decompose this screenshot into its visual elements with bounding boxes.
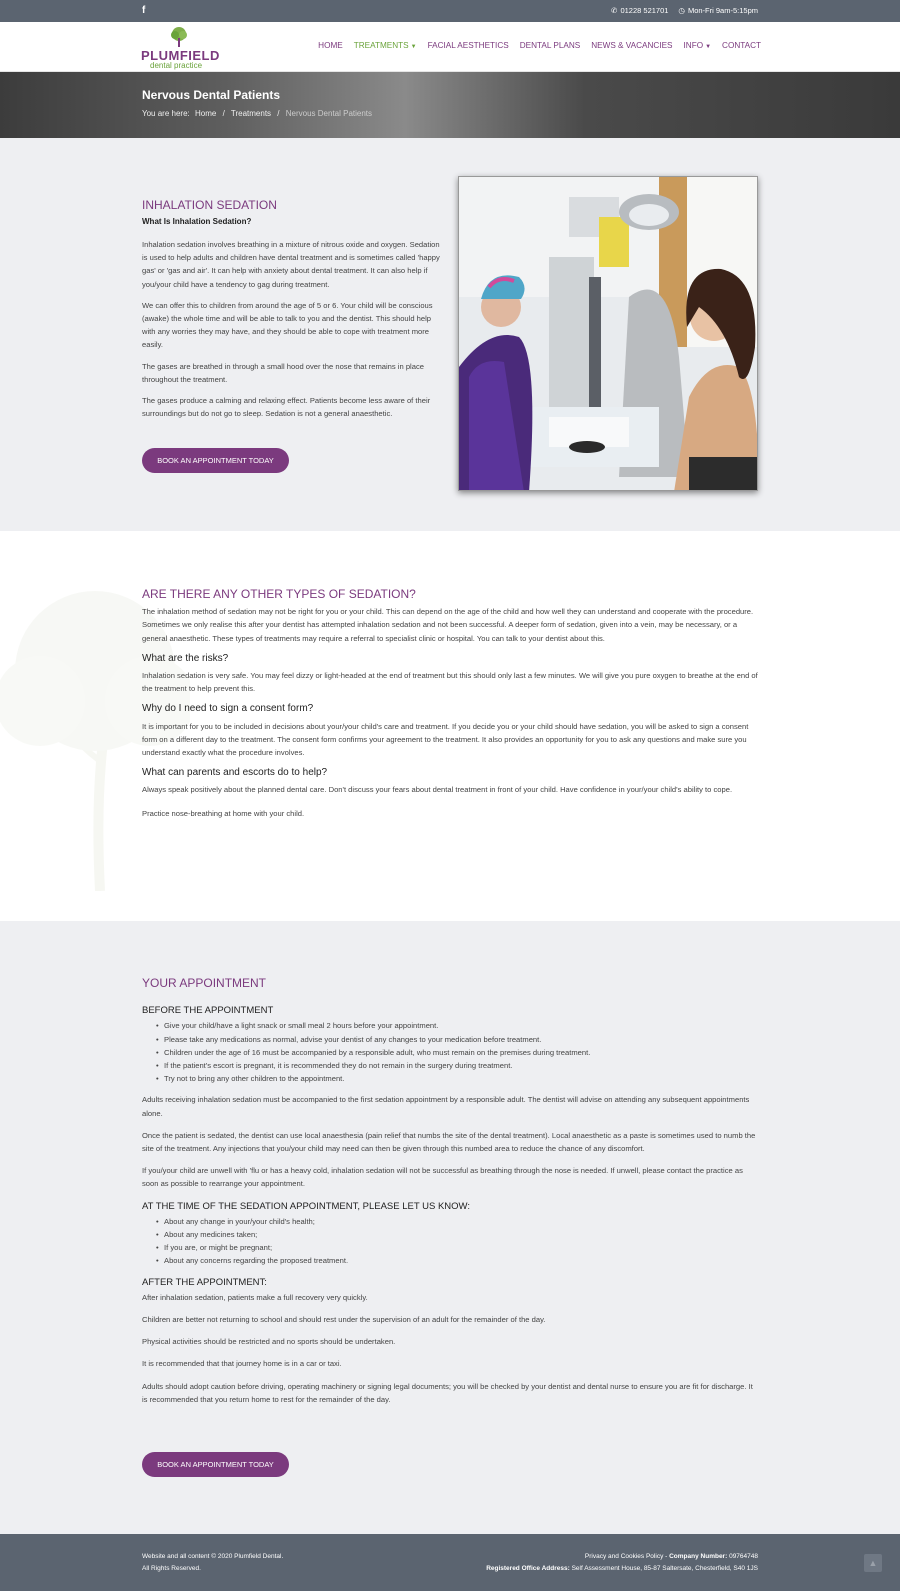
subheading-parents: What can parents and escorts do to help? xyxy=(142,767,328,779)
scroll-to-top-icon[interactable]: ▲ xyxy=(864,1554,882,1572)
footer-line-1 xyxy=(486,1551,758,1563)
phone-icon: ✆ xyxy=(611,6,618,15)
subheading-time: AT THE TIME OF THE SEDATION APPOINTMENT, PLEASE LET US KNOW: xyxy=(142,1200,470,1212)
paragraph: We can offer this to children from around the age of 5 or 6. Your child will be conscious (awake) the whole time and will be able to talk to you and the dentist. This should help with any worries they may have, and they should be able to cope with treatment more easily. xyxy=(142,300,433,350)
section-body xyxy=(142,238,442,428)
dental-photo-illustration xyxy=(459,177,758,491)
list-item: • Children under the age of 16 must be accompanied by a responsible adult, who must remain on the premises during treatment. xyxy=(156,1046,758,1059)
nav-news-vacancies[interactable]: NEWS & VACANCIES xyxy=(591,41,673,50)
office-address: Self Assessment House, 85-87 Saltersate, Chesterfield, S40 1JS xyxy=(571,1565,758,1572)
caret-down-icon: ▼ xyxy=(410,44,417,50)
copyright-text: Website and all content © 2020 Plumfield Dental. xyxy=(142,1553,284,1560)
list-item: • About any change in your/your child's health; xyxy=(156,1215,758,1228)
section-body xyxy=(142,588,758,824)
book-appointment-button[interactable]: BOOK AN APPOINTMENT TODAY xyxy=(142,448,289,473)
subheading-before: BEFORE THE APPOINTMENT xyxy=(142,1005,274,1017)
list-item: • Please take any medications as normal, advise your dentist of any changes to your medication before treatment. xyxy=(156,1033,758,1046)
before-list xyxy=(156,1019,758,1085)
paragraph: If you/your child are unwell with 'flu or has a heavy cold, inhalation sedation will not be successful as breathing through the nose is needed. If unwell, please contact the practice as soon as possible to rearrange your appointment. xyxy=(142,1166,743,1189)
phone-link[interactable] xyxy=(611,6,668,15)
rights-text: All Rights Reserved. xyxy=(142,1565,201,1572)
your-appointment-section xyxy=(0,921,900,1534)
section-heading: ARE THERE ANY OTHER TYPES OF SEDATION? xyxy=(142,587,416,601)
list-item: • Give your child/have a light snack or small meal 2 hours before your appointment. xyxy=(156,1019,758,1032)
top-bar xyxy=(0,0,900,22)
logo-subtitle: dental practice xyxy=(150,61,203,70)
top-contact xyxy=(611,6,758,15)
company-number-label: Company Number: xyxy=(669,1553,728,1560)
nav-dental-plans[interactable]: DENTAL PLANS xyxy=(519,41,581,50)
privacy-link[interactable]: Privacy and Cookies Policy xyxy=(584,1553,664,1560)
paragraph: Physical activities should be restricted and no sports should be undertaken. xyxy=(142,1337,396,1347)
tree-logo-icon xyxy=(168,26,190,48)
breadcrumb-separator: / xyxy=(277,109,280,118)
footer-dash: - xyxy=(663,1553,670,1560)
book-appointment-button[interactable]: BOOK AN APPOINTMENT TODAY xyxy=(142,1452,289,1477)
nav-contact[interactable]: CONTACT xyxy=(722,41,761,50)
clock-icon: ◷ xyxy=(678,6,685,15)
paragraph: The gases produce a calming and relaxing effect. Patients become less aware of their surroundings but do not go to sleep. Sedation is not a general anaesthetic. xyxy=(142,396,431,419)
hours-text: Mon-Fri 9am-5:15pm xyxy=(687,6,758,15)
time-list xyxy=(156,1215,758,1268)
site-header xyxy=(0,22,900,72)
paragraph: Always speak positively about the planned dental care. Don't discuss your fears about dental treatment in front of your child. Have confidence in your/your child's ability to cope. xyxy=(142,785,733,795)
breadcrumb xyxy=(142,109,372,118)
facebook-icon[interactable]: f xyxy=(142,5,146,16)
paragraph: Inhalation sedation involves breathing in a mixture of nitrous oxide and oxygen. Sedation is used to help adults and children have dental treatment and is sometimes called 'happy gas' or 'gas and air'. It can help with anxiety about dental treatment. It can also help if you/your child have a tendency to gag during treatment. xyxy=(142,240,440,289)
paragraph: Inhalation sedation is very safe. You may feel dizzy or light-headed at the end of treatment but this should only last a few minutes. We will give you pure oxygen to breathe at the end of the treatment to help prevent this. xyxy=(142,671,758,694)
inhalation-sedation-section xyxy=(0,138,900,531)
other-sedation-section xyxy=(0,531,900,921)
company-number: 09764748 xyxy=(729,1553,758,1560)
section-heading: YOUR APPOINTMENT xyxy=(142,976,267,990)
logo-name: PLUMFIELD xyxy=(141,48,220,63)
footer-line-2 xyxy=(486,1563,758,1575)
main-nav xyxy=(318,41,761,50)
footer-company-info xyxy=(486,1551,758,1575)
section-body xyxy=(142,977,758,1415)
breadcrumb-treatments[interactable]: Treatments xyxy=(230,109,272,118)
site-logo[interactable] xyxy=(141,24,221,70)
paragraph: Once the patient is sedated, the dentist can use local anaesthesia (pain relief that numbs the site of the dental treatment). Local anaesthetic as a paste is sometimes used to numb the site of the treatment. Any injections that you/your child may need can then be given through this numbed area to reduce the chance of any discomfort. xyxy=(142,1130,756,1154)
breadcrumb-current: Nervous Dental Patients xyxy=(285,109,373,118)
list-item: • If the patient's escort is pregnant, it is recommended they do not remain in the surgery during treatment. xyxy=(156,1059,758,1072)
breadcrumb-home[interactable]: Home xyxy=(194,109,217,118)
site-footer xyxy=(0,1534,900,1591)
footer-copyright xyxy=(142,1551,283,1575)
paragraph: Practice nose-breathing at home with your child. xyxy=(142,808,305,818)
paragraph: The inhalation method of sedation may not be right for you or your child. This can depend on the age of the child and how well they can understand and cooperate with the procedure. Sometimes we only realise this after your dentist has attempted inhalation sedation and not been successful. A deeper form of sedation, given into a vein, may be necessary, or a general anaesthetic. These types of treatments may require a referral to specialist clinic or hospital. You can talk to your dentist about this. xyxy=(142,607,754,643)
list-item: • If you are, or might be pregnant; xyxy=(156,1241,758,1254)
section-heading: INHALATION SEDATION xyxy=(142,198,277,212)
paragraph: Adults receiving inhalation sedation must be accompanied to the first sedation appointment by a responsible adult. The dentist will advise on attending any subsequent appointments alone. xyxy=(142,1095,750,1118)
subheading-after: AFTER THE APPOINTMENT: xyxy=(142,1276,267,1288)
paragraph: It is important for you to be included in decisions about your/your child's care and treatment. If you decide you or your child should have sedation, you will be asked to sign a consent form on a different day to the treatment. The consent form confirms your agreement to the treatment. It also provides an opportunity for you to ask any questions and make sure you understand exactly what the procedure involves. xyxy=(142,721,749,758)
section-subheading: What Is Inhalation Sedation? xyxy=(142,217,252,226)
breadcrumb-label: You are here: xyxy=(142,109,190,118)
paragraph: After inhalation sedation, patients make a full recovery very quickly. xyxy=(142,1292,368,1302)
breadcrumb-separator: / xyxy=(222,109,225,118)
page-title: Nervous Dental Patients xyxy=(142,88,281,102)
nav-info[interactable] xyxy=(684,41,712,50)
paragraph: It is recommended that that journey home is in a car or taxi. xyxy=(142,1359,342,1369)
nav-treatments[interactable] xyxy=(354,41,417,50)
opening-hours xyxy=(678,6,758,15)
paragraph: Children are better not returning to school and should rest under the supervision of an adult for the remainder of the day. xyxy=(142,1315,546,1325)
paragraph: Adults should adopt caution before driving, operating machinery or signing legal documents; you will be checked by your dentist and dental nurse to ensure you are fit for discharge. It is recommended that you return home to rest for the remainder of the day. xyxy=(142,1381,753,1404)
subheading-risks: What are the risks? xyxy=(142,652,229,664)
nav-home[interactable]: HOME xyxy=(318,41,343,50)
caret-down-icon: ▼ xyxy=(705,44,712,50)
office-address-label: Registered Office Address: xyxy=(486,1565,570,1572)
list-item: • About any medicines taken; xyxy=(156,1228,758,1241)
paragraph: The gases are breathed in through a small hood over the nose that remains in place throughout the treatment. xyxy=(142,361,424,384)
list-item: • About any concerns regarding the proposed treatment. xyxy=(156,1254,758,1267)
subheading-consent: Why do I need to sign a consent form? xyxy=(142,703,314,715)
list-item: • Try not to bring any other children to the appointment. xyxy=(156,1072,758,1085)
dental-photo xyxy=(458,176,758,491)
nav-treatments-label: TREATMENTS xyxy=(353,41,409,50)
page-banner xyxy=(0,72,900,138)
phone-number: 01228 521701 xyxy=(620,6,669,15)
nav-info-label: INFO xyxy=(683,41,704,50)
nav-facial-aesthetics[interactable]: FACIAL AESTHETICS xyxy=(427,41,509,50)
